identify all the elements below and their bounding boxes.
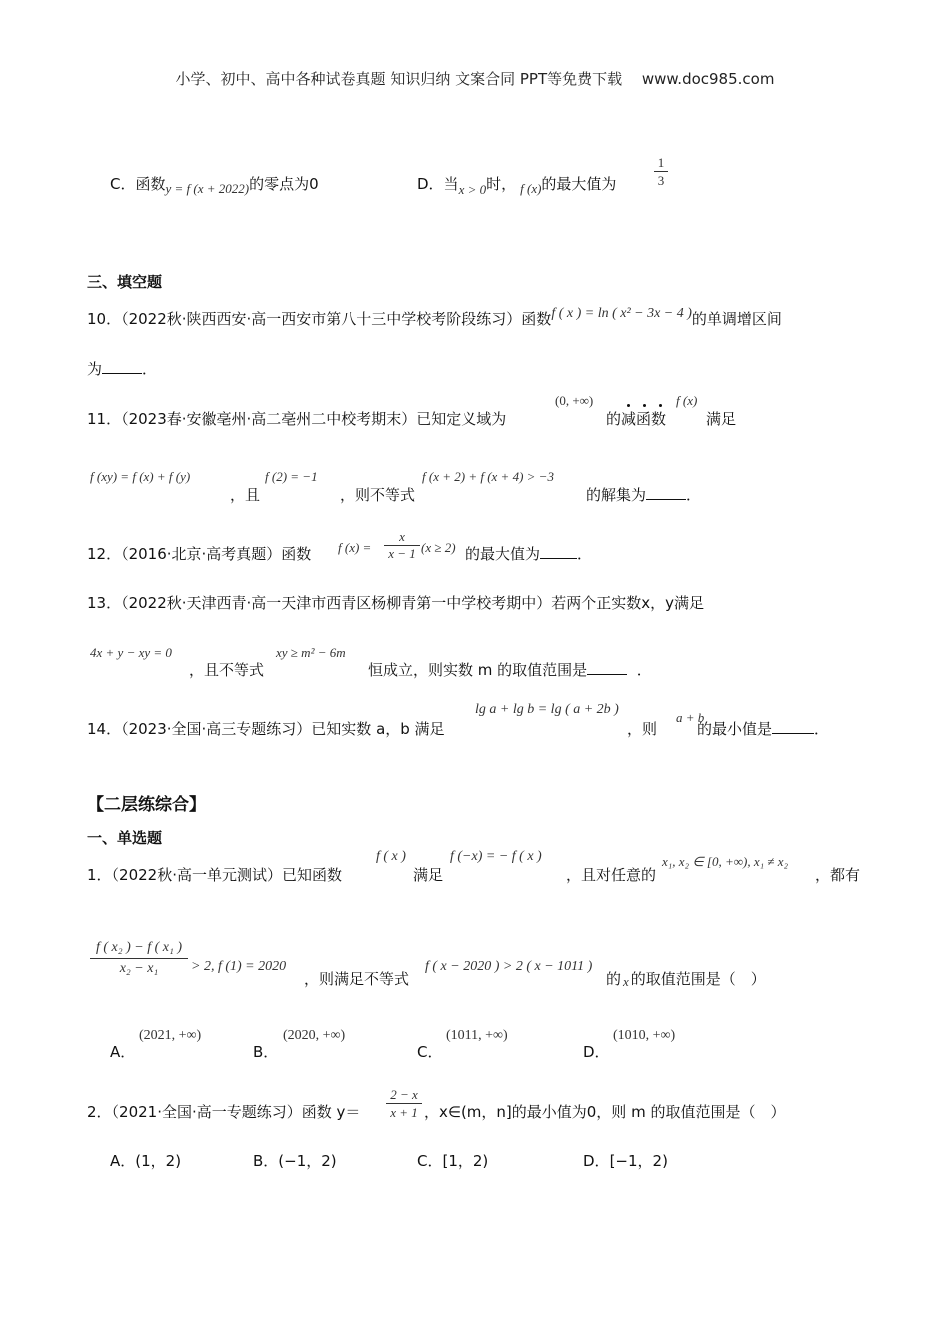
question-14 <box>87 718 445 739</box>
q1-var: x <box>623 974 629 989</box>
q1-option-d-value: (1010, +∞) <box>613 1028 676 1043</box>
question-10-line2 <box>87 358 157 379</box>
option-c-label: C．函数 <box>110 175 166 193</box>
question-13: 13．（2022秋·天津西青·高一天津市西青区杨柳青第一中学校考期中）若两个正实数x，y满足 <box>87 594 705 612</box>
q2-option-b[interactable] <box>253 1150 337 1171</box>
q1-mid3: ，则满足不等式 <box>304 970 410 988</box>
question-2 <box>87 1101 360 1122</box>
q14-expr: a + b <box>676 710 705 725</box>
q12-answer-blank[interactable] <box>540 546 577 559</box>
option-label: B． <box>253 1043 279 1061</box>
q9-option-d <box>417 173 617 197</box>
q14-equation: lg a + lg b = lg ( a + 2b ) <box>475 702 619 717</box>
option-c-math: y = f (x + 2022) <box>165 181 250 196</box>
q1-tail2-text: 的取值范围是（ ） <box>630 970 766 988</box>
q1-frac-num: f ( x₂ ) − f ( x₁ ) <box>90 938 188 959</box>
option-value: (1，2) <box>135 1152 182 1170</box>
q10-line2: 为 <box>87 360 103 378</box>
question-1 <box>87 864 342 885</box>
q12-tail <box>465 543 592 564</box>
q2-frac-num: 2 − x <box>386 1086 422 1104</box>
option-d-frac-den: 3 <box>657 173 665 188</box>
q9-option-c <box>110 173 319 194</box>
q12-fraction <box>384 529 420 562</box>
option-d-frac-num: 1 <box>654 154 668 172</box>
option-label: D． <box>583 1043 610 1061</box>
q2-tail: ，x∈(m，n]的最小值为0，则 m 的取值范围是（ ） <box>424 1103 786 1121</box>
q11-tail2-text: 的解集为 <box>586 486 647 504</box>
q1-option-b[interactable] <box>253 1041 278 1062</box>
question-10 <box>87 308 782 329</box>
option-label: C． <box>417 1152 443 1170</box>
q2-prefix: 2．（2021·全国·高一专题练习）函数 y＝ <box>87 1103 361 1121</box>
q2-option-c[interactable] <box>417 1150 488 1171</box>
option-label: A． <box>110 1152 136 1170</box>
option-label: A． <box>110 1043 136 1061</box>
option-label: C． <box>417 1043 443 1061</box>
q1-option-a[interactable] <box>110 1041 135 1062</box>
q2-option-d[interactable] <box>583 1150 668 1171</box>
q12-prefix: 12．（2016·北京·高考真题）函数 <box>87 545 312 563</box>
q2-option-a[interactable] <box>110 1150 181 1171</box>
option-d-mid: 时， <box>486 175 517 193</box>
q1-mid4: 的 <box>606 970 622 988</box>
q1-tail2 <box>606 968 766 989</box>
q1-fraction <box>90 938 188 979</box>
q11-mid2: ，且 <box>230 486 261 504</box>
q1-option-a-value: (2021, +∞) <box>139 1028 202 1043</box>
q11-mid3: ，则不等式 <box>340 486 416 504</box>
q14-tail-text: 的最小值是 <box>697 720 773 738</box>
option-d-math2: f (x) <box>520 181 542 196</box>
q1-option-d[interactable] <box>583 1041 610 1062</box>
q1-prefix: 1．（2022秋·高一单元测试）已知函数 <box>87 866 342 884</box>
q14-tail <box>697 718 829 739</box>
q1-option-c[interactable] <box>417 1041 442 1062</box>
q1-frac-den: x₂ − x₁ <box>119 961 159 976</box>
option-d-tail: 的最大值为 <box>541 175 617 193</box>
q10-tail: 的单调增区间 <box>691 310 782 328</box>
q1-option-b-value: (2020, +∞) <box>283 1028 346 1043</box>
q12-end: ． <box>577 545 593 563</box>
option-d-label: D．当 <box>417 175 459 193</box>
option-d-fraction <box>654 154 668 189</box>
q13-answer-blank[interactable] <box>587 662 627 675</box>
q14-end: ． <box>814 720 830 738</box>
q12-frac-den: x − 1 <box>388 546 416 561</box>
q1-inequality: f ( x − 2020 ) > 2 ( x − 1011 ) <box>425 959 593 974</box>
section-single-choice-title: 一、单选题 <box>87 829 163 847</box>
q11-mid: 的减函数 <box>606 410 667 428</box>
q11-end: ． <box>686 486 702 504</box>
q10-answer-blank[interactable] <box>102 361 142 374</box>
q1-mid2: ，且对任意的 <box>566 866 657 884</box>
option-value: (−1，2) <box>278 1152 337 1170</box>
q13-equation: 4x + y − xy = 0 <box>90 645 172 660</box>
q11-domain: (0, +∞) <box>555 393 594 408</box>
q1-tail: ，都有 <box>815 866 861 884</box>
q1-condition: x₁, x₂ ∈ [0, +∞), x₁ ≠ x₂ <box>662 854 789 869</box>
q12-fx: f (x) = <box>338 540 372 555</box>
emphasis-dot <box>659 404 662 407</box>
q11-answer-blank[interactable] <box>646 487 686 500</box>
q1-fx: f ( x ) <box>376 849 406 864</box>
q13-tail-text: 恒成立，则实数 m 的取值范围是 <box>368 661 588 679</box>
q13-mid: ，且不等式 <box>189 661 265 679</box>
q14-prefix: 14．（2023·全国·高三专题练习）已知实数 a，b 满足 <box>87 720 445 738</box>
q1-odd-eq: f (−x) = − f ( x ) <box>450 849 542 864</box>
emphasis-dot <box>627 404 630 407</box>
q12-frac-num: x <box>384 529 420 546</box>
q1-mid: 满足 <box>413 866 444 884</box>
q2-frac-den: x + 1 <box>390 1105 418 1120</box>
q11-tail: 满足 <box>706 410 737 428</box>
emphasis-dot <box>643 404 646 407</box>
q1-after-frac: > 2, f (1) = 2020 <box>191 959 287 974</box>
layer2-title: 【二层练综合】 <box>87 795 206 815</box>
option-label: B． <box>253 1152 279 1170</box>
q11-tail2 <box>586 484 701 505</box>
q11-equation: f (xy) = f (x) + f (y) <box>90 469 191 484</box>
q12-tail-text: 的最大值为 <box>465 545 541 563</box>
q10-end: ． <box>142 360 158 378</box>
q14-answer-blank[interactable] <box>772 721 814 734</box>
option-value: [−1，2) <box>609 1152 668 1170</box>
q11-fx: f (x) <box>676 393 698 408</box>
q11-inequality: f (x + 2) + f (x + 4) > −3 <box>422 469 554 484</box>
option-value: [1，2) <box>442 1152 489 1170</box>
q13-tail <box>368 659 652 680</box>
question-11 <box>87 408 506 429</box>
q2-fraction <box>386 1086 422 1121</box>
option-d-math: x > 0 <box>458 182 487 197</box>
q10-prefix: 10．（2022秋·陕西西安·高一西安市第八十三中学校考阶段练习）函数 <box>87 310 552 328</box>
q14-mid: ，则 <box>627 720 658 738</box>
section-fill-blank-title: 三、填空题 <box>87 273 163 291</box>
q13-end: ． <box>636 661 652 679</box>
option-c-tail: 的零点为0 <box>249 175 319 193</box>
question-12 <box>87 543 311 564</box>
q12-condition: (x ≥ 2) <box>421 540 456 555</box>
option-label: D． <box>583 1152 610 1170</box>
q13-inequality: xy ≥ m² − 6m <box>276 645 346 660</box>
q1-option-c-value: (1011, +∞) <box>446 1028 508 1043</box>
q11-prefix: 11．（2023春·安徽亳州·高二亳州二中校考期末）已知定义域为 <box>87 410 507 428</box>
q10-function: f ( x ) = ln ( x² − 3x − 4 ) <box>551 306 692 321</box>
q11-f2: f (2) = −1 <box>265 469 318 484</box>
page-header: 小学、初中、高中各种试卷真题 知识归纳 文案合同 PPT等免费下载 www.doc985.com <box>175 70 775 88</box>
